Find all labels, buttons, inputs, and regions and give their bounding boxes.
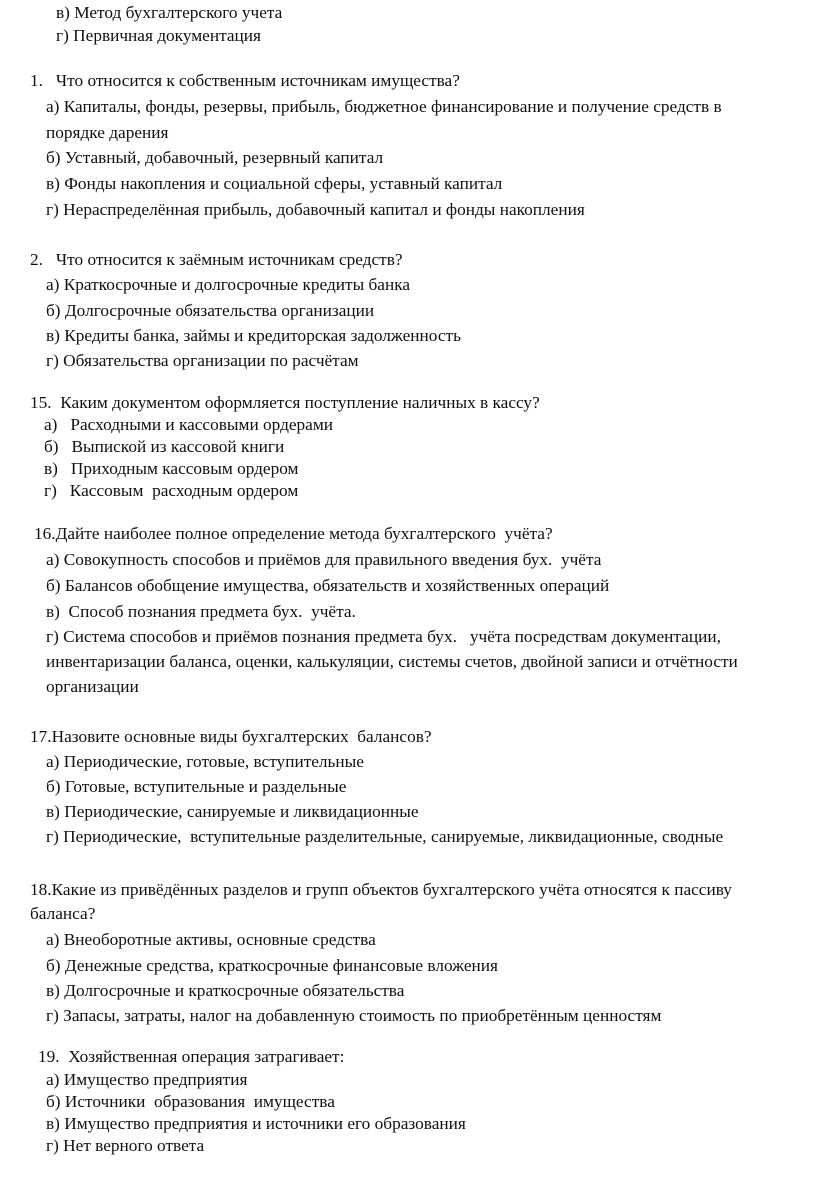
question-1-option-a: а) Капиталы, фонды, резервы, прибыль, бюджетное финансирование и получение средств в bbox=[46, 97, 722, 116]
question-15-option-b: б) Выпиской из кассовой книги bbox=[44, 437, 285, 456]
question-15-option-a: а) Расходными и кассовыми ордерами bbox=[44, 415, 334, 434]
question-17-option-a: а) Периодические, готовые, вступительные bbox=[46, 752, 364, 771]
question-17-option-b: б) Готовые, вступительные и раздельные bbox=[46, 777, 347, 796]
question-18-option-b: б) Денежные средства, краткосрочные финансовые вложения bbox=[46, 956, 498, 975]
question-19: 19. Хозяйственная операция затрагивает: bbox=[38, 1047, 345, 1066]
question-15-option-g: г) Кассовым расходным ордером bbox=[44, 481, 299, 500]
question-17: 17.Назовите основные виды бухгалтерских балансов? bbox=[30, 727, 432, 746]
question-15-option-v: в) Приходным кассовым ордером bbox=[44, 459, 299, 478]
question-16-option-g: г) Система способов и приёмов познания предмета бух. учёта посредствам документации, bbox=[46, 627, 721, 646]
question-19-option-g: г) Нет верного ответа bbox=[46, 1136, 205, 1155]
question-17-option-g: г) Периодические, вступительные разделительные, санируемые, ликвидационные, сводные bbox=[46, 827, 724, 846]
question-18-option-g: г) Запасы, затраты, налог на добавленную стоимость по приобретённым ценностям bbox=[46, 1006, 662, 1025]
question-19-option-a: а) Имущество предприятия bbox=[46, 1070, 248, 1089]
question-18: 18.Какие из привёдённых разделов и групп объектов бухгалтерского учёта относятся к пассиву bbox=[30, 880, 732, 899]
question-15: 15. Каким документом оформляется поступление наличных в кассу? bbox=[30, 393, 540, 412]
question-1-option-g: г) Нераспределённая прибыль, добавочный капитал и фонды накопления bbox=[46, 200, 585, 219]
question-16-option-b: б) Балансов обобщение имущества, обязательств и хозяйственных операций bbox=[46, 576, 610, 595]
question-2-option-v: в) Кредиты банка, займы и кредиторская задолженность bbox=[46, 326, 461, 345]
question-2: 2. Что относится к заёмным источникам средств? bbox=[30, 250, 403, 269]
question-1-option-b: б) Уставный, добавочный, резервный капитал bbox=[46, 148, 384, 167]
question-18-option-a: а) Внеоборотные активы, основные средства bbox=[46, 930, 376, 949]
intro-option-g: г) Первичная документация bbox=[56, 26, 261, 45]
question-1-option-a-cont: порядке дарения bbox=[46, 123, 169, 142]
question-2-option-a: а) Краткосрочные и долгосрочные кредиты банка bbox=[46, 275, 411, 294]
question-17-option-v: в) Периодические, санируемые и ликвидационные bbox=[46, 802, 419, 821]
question-2-option-b: б) Долгосрочные обязательства организации bbox=[46, 301, 375, 320]
question-18-cont: баланса? bbox=[30, 904, 96, 923]
question-1-option-v: в) Фонды накопления и социальной сферы, уставный капитал bbox=[46, 174, 503, 193]
question-16-option-g-cont-2: организации bbox=[46, 677, 139, 696]
question-16-option-g-cont-1: инвентаризации баланса, оценки, калькуляции, системы счетов, двойной записи и отчётности bbox=[46, 652, 738, 671]
question-16: 16.Дайте наиболее полное определение метода бухгалтерского учёта? bbox=[34, 524, 553, 543]
intro-option-v: в) Метод бухгалтерского учета bbox=[56, 3, 283, 22]
question-2-option-g: г) Обязательства организации по расчётам bbox=[46, 351, 359, 370]
question-19-option-b: б) Источники образования имущества bbox=[46, 1092, 335, 1111]
question-16-option-a: а) Совокупность способов и приёмов для правильного введения бух. учёта bbox=[46, 550, 602, 569]
question-19-option-v: в) Имущество предприятия и источники его образования bbox=[46, 1114, 466, 1133]
question-16-option-v: в) Способ познания предмета бух. учёта. bbox=[46, 602, 356, 621]
question-18-option-v: в) Долгосрочные и краткосрочные обязательства bbox=[46, 981, 405, 1000]
question-1: 1. Что относится к собственным источникам имущества? bbox=[30, 71, 460, 90]
